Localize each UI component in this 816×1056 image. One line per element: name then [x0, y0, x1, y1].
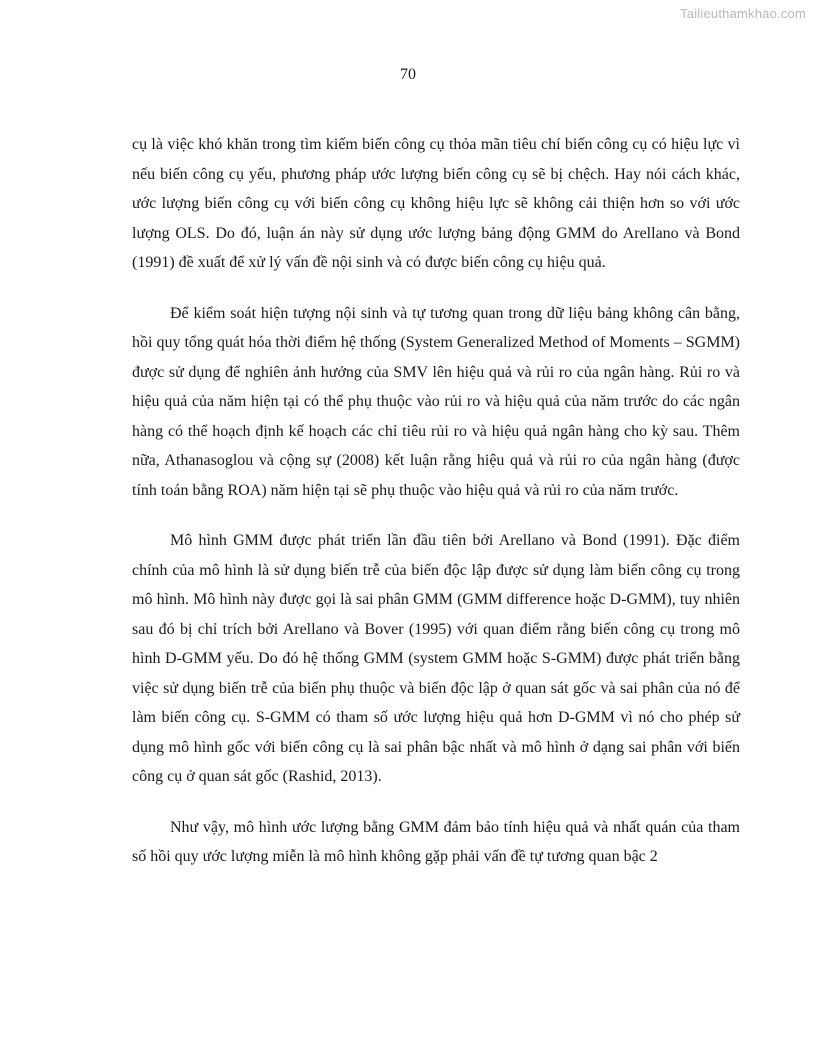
document-body: [132, 130, 740, 893]
paragraph-conclusion: Như vậy, mô hình ước lượng bằng GMM đảm bảo tính hiệu quả và nhất quán của tham số hồi quy ước lượng miễn là mô hình không gặp phải vấn đề tự tương quan bậc 2: [132, 818, 740, 865]
paragraph-gmm-history: Mô hình GMM được phát triển lần đầu tiên bởi Arellano và Bond (1991). Đặc điểm chính của mô hình là sử dụng biến trễ của biến độc lập được sử dụng làm biến công cụ trong mô hình. Mô hình này được gọi là sai phân GMM (GMM difference hoặc D-GMM), tuy nhiên sau đó bị chỉ trích bởi Arellano và Bover (1995) với quan điểm rằng biến công cụ trong mô hình D-GMM yếu. Do đó hệ thống GMM (system GMM hoặc S-GMM) được phát triển bằng việc sử dụng biến trễ của biến phụ thuộc và biến độc lập ở quan sát gốc và sai phân của nó để làm biến công cụ. S-GMM có tham số ước lượng hiệu quả hơn D-GMM vì nó cho phép sử dụng mô hình gốc với biến công cụ là sai phân bậc nhất và mô hình ở dạng sai phân với biến công cụ ở quan sát gốc (Rashid, 2013).: [132, 532, 740, 785]
paragraph-continuation: cụ là việc khó khăn trong tìm kiếm biến công cụ thỏa mãn tiêu chí biến công cụ có hiệu lực vì nếu biến công cụ yếu, phương pháp ước lượng biến công cụ sẽ bị chệch. Hay nói cách khác, ước lượng biến công cụ với biến công cụ không hiệu lực sẽ không cải thiện hơn so với ước lượng OLS. Do đó, luận án này sử dụng ước lượng bảng động GMM do Arellano và Bond (1991) đề xuất để xử lý vấn đề nội sinh và có được biến công cụ hiệu quả.: [132, 136, 740, 271]
page-number: 70: [400, 66, 416, 83]
watermark: Tailieuthamkhao.com: [680, 6, 806, 21]
paragraph-sgmm: Để kiểm soát hiện tượng nội sinh và tự tương quan trong dữ liệu bảng không cân bằng, hồi quy tổng quát hóa thời điểm hệ thống (System Generalized Method of Moments – SGMM) được sử dụng để nghiên ảnh hưởng của SMV lên hiệu quả và rủi ro của ngân hàng. Rủi ro và hiệu quả của năm hiện tại có thể phụ thuộc vào rủi ro và hiệu quả của năm trước do các ngân hàng có thể hoạch định kế hoạch các chỉ tiêu rủi ro và hiệu quả ngân hàng cho kỳ sau. Thêm nữa, Athanasoglou và cộng sự (2008) kết luận rằng hiệu quả và rủi ro của ngân hàng (được tính toán bằng ROA) năm hiện tại sẽ phụ thuộc vào hiệu quả và rủi ro của năm trước.: [132, 304, 740, 499]
